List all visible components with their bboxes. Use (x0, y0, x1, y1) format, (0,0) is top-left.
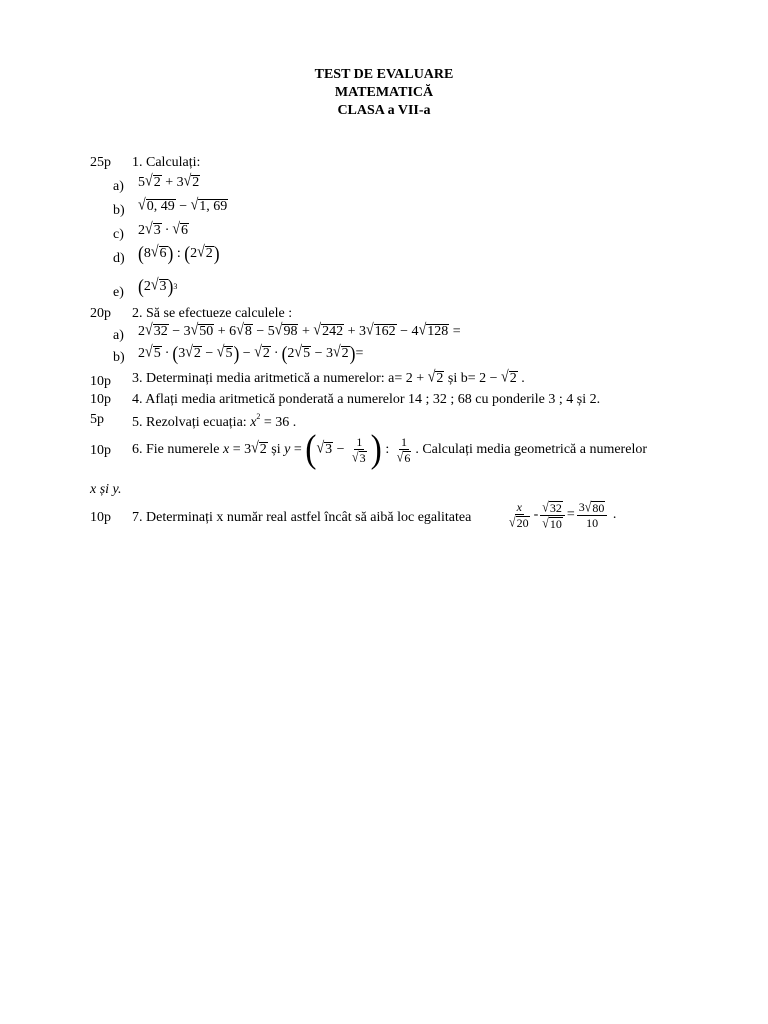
q2-a-expression: 2 √ 32 − 3 √ 50 + 6 √ 8 − 5 √ 98 + √ 242 + 3 √ 162 − 4 √ 128 = (138, 321, 461, 340)
q1-points: 25p (90, 155, 111, 170)
title-line-3: CLASA a VII-a (337, 103, 431, 118)
q7-equation: x √ 20 - √ 32 √ 10 = 3 √ 80 10 . (509, 498, 617, 531)
q2-a-letter: a) (113, 328, 124, 343)
q1-e-expression: ( 2 √ 3 ) 3 (138, 274, 178, 298)
q1-a-letter: a) (113, 179, 124, 194)
q6-continuation: x și y. (90, 482, 122, 497)
q6-and: și (267, 442, 285, 457)
q1-c-letter: c) (113, 227, 124, 242)
q6-points: 10p (90, 443, 111, 458)
q6-text-row: 6. Fie numerele x = 3 √ 2 și y = ( √ 3 − 1 √ 3 ) : 1 √ 6 . Calculați media geometrică a numerelor (132, 428, 647, 471)
q2-text: 2. Să se efectueze calculele : (132, 306, 293, 321)
title-block (0, 66, 768, 120)
q3-text-row: 3. Determinați media aritmetică a numerelor: a= 2 + √ 2 și b= 2 − √ 2 . (132, 368, 525, 387)
q1-d-letter: d) (113, 251, 125, 266)
title-line-1: TEST DE EVALUARE (314, 67, 454, 82)
title-line-2: MATEMATICĂ (334, 85, 434, 100)
q3-end: . (517, 371, 525, 386)
q6-tail: . Calculați media geometrică a numerelor (415, 442, 647, 457)
q1-b-letter: b) (113, 203, 125, 218)
q3-text: 3. Determinați media aritmetică a numerelor: a= 2 + (132, 371, 428, 386)
q7-text: 7. Determinați x număr real astfel încât să aibă loc egalitatea (132, 510, 472, 525)
q4-points: 10p (90, 392, 111, 407)
q3-mid: și b= 2 − (444, 371, 502, 386)
q1-a-expression: 5 √ 2 + 3 √ 2 (138, 172, 200, 191)
q1-text: 1. Calculați: (132, 155, 201, 170)
q4-text: 4. Aflați media aritmetică ponderată a numerelor 14 ; 32 ; 68 cu ponderile 3 ; 4 și 2. (132, 392, 601, 407)
q2-b-expression: 2 √ 5 · ( 3 √ 2 − √ 5 ) − √ 2 · ( 2 √ 5 − 3 √ 2 ) = (138, 341, 364, 365)
q5-points: 5p (90, 412, 104, 427)
q2-b-letter: b) (113, 350, 125, 365)
q6-text: 6. Fie numerele (132, 442, 223, 457)
q3-points: 10p (90, 374, 111, 389)
q1-d-expression: ( 8 √ 6 ) : ( 2 √ 2 ) (138, 241, 220, 265)
q5-text-row: 5. Rezolvați ecuația: $x^2 = 36$ . (132, 412, 297, 430)
q2-points: 20p (90, 306, 111, 321)
q7-points: 10p (90, 510, 111, 525)
q1-e-letter: e) (113, 285, 124, 300)
q1-b-expression: √ 0, 49 − √ 1, 69 (138, 196, 228, 215)
q1-c-expression: 2 √ 3 · √ 6 (138, 220, 189, 239)
q5-text: 5. Rezolvați ecuația: (132, 415, 251, 430)
